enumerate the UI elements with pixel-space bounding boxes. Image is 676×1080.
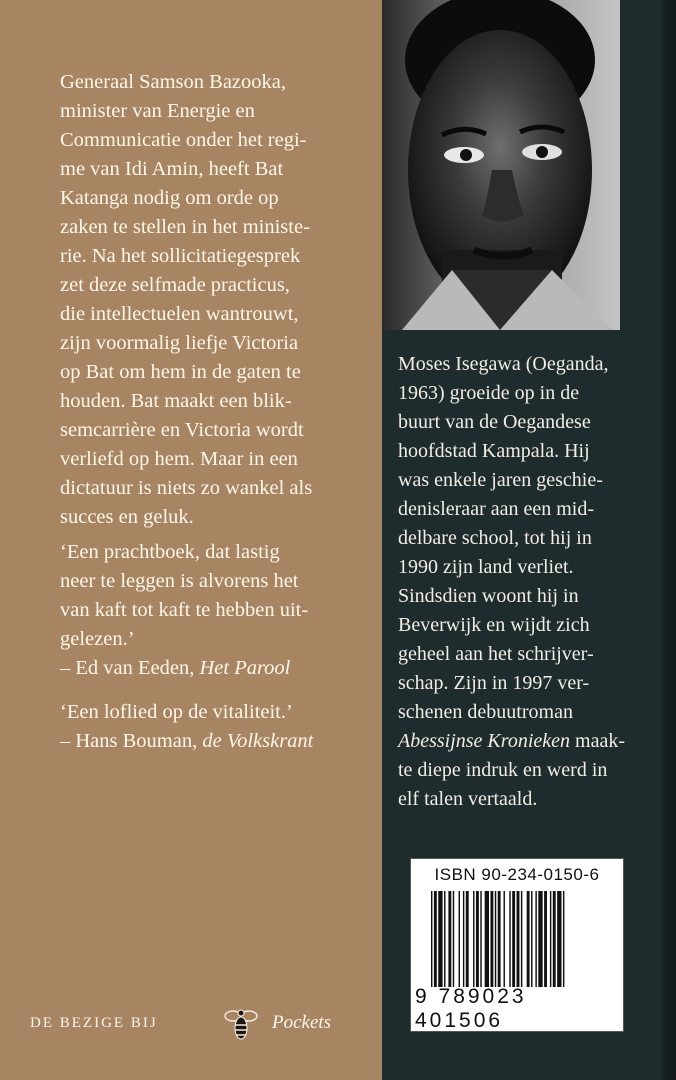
synopsis-line: semcarrière en Victoria wordt — [60, 419, 304, 441]
bio-line: te diepe indruk en werd in — [398, 759, 608, 781]
bio-line: 1963) groeide op in de — [398, 382, 580, 404]
synopsis-line: zaken te stellen in het ministe- — [60, 216, 310, 238]
bio-line: buurt van de Oegandese — [398, 411, 591, 433]
barcode-bar — [557, 891, 561, 987]
barcode-bar — [538, 891, 542, 987]
barcode-bar — [434, 891, 437, 987]
synopsis-line: Katanga nodig om orde op — [60, 187, 279, 209]
bio-line: Moses Isegawa (Oeganda, — [398, 353, 609, 375]
barcode-bar — [509, 891, 510, 987]
barcode-bar — [535, 891, 536, 987]
bee-logo-icon — [224, 1004, 258, 1042]
publisher-name: DE BEZIGE BIJ — [30, 1015, 158, 1031]
bio-line: hoofdstad Kampala. Hij — [398, 440, 590, 462]
barcode-bar — [527, 891, 530, 987]
quote-line: gelezen.’ — [60, 628, 135, 650]
barcode-bar — [563, 891, 564, 987]
barcode-bar — [512, 891, 515, 987]
series-name: Pockets — [272, 1012, 332, 1033]
barcode-bar — [480, 891, 481, 987]
barcode-bar — [431, 891, 432, 987]
barcode-bar — [521, 891, 522, 987]
synopsis-line: zet deze selfmade practicus, — [60, 274, 290, 296]
barcode-bar — [517, 891, 520, 987]
bio-line: 1990 zijn land verliet. — [398, 556, 574, 578]
bio-line-tail: maak- — [570, 730, 625, 752]
attribution-source: de Volkskrant — [202, 730, 314, 752]
quote-line: ‘Een loflied op de vitaliteit.’ — [60, 701, 293, 723]
quote-line: van kaft tot kaft te hebben uit- — [60, 599, 309, 621]
bio-line: Sindsdien woont hij in — [398, 585, 579, 607]
barcode-bar — [498, 891, 501, 987]
author-photo — [382, 0, 620, 330]
bio-line — [398, 727, 668, 756]
synopsis-line: succes en geluk. — [60, 506, 194, 528]
barcode-bar — [495, 891, 496, 987]
barcode-bar — [448, 891, 451, 987]
debut-novel-title: Abessijnse Kronieken — [398, 730, 571, 752]
barcode-bar — [453, 891, 454, 987]
quote-attribution — [60, 727, 380, 756]
barcode-bar — [504, 891, 505, 987]
synopsis-line: op Bat om hem in de gaten te — [60, 361, 301, 383]
bio-line: elf talen vertaald. — [398, 788, 538, 810]
synopsis-text — [60, 68, 360, 532]
author-bio — [398, 350, 668, 814]
quote-line: neer te leggen is alvorens het — [60, 570, 299, 592]
synopsis-line: dictatuur is niets zo wankel als — [60, 477, 313, 499]
synopsis-line: die intellectuelen wantrouwt, — [60, 303, 299, 325]
bio-line: denisleraar aan een mid- — [398, 498, 595, 520]
bio-line: Beverwijk en wijdt zich — [398, 614, 590, 636]
review-quote-volkskrant — [60, 698, 380, 756]
bio-line: geheel aan het schrijver- — [398, 643, 594, 665]
bio-line: was enkele jaren geschie- — [398, 469, 603, 491]
barcode-bar — [459, 891, 460, 987]
barcode-bar — [490, 891, 493, 987]
isbn-barcode-label — [410, 858, 624, 1032]
synopsis-line: rie. Na het sollicitatiegesprek — [60, 245, 301, 267]
synopsis-line: minister van Energie en — [60, 100, 255, 122]
synopsis-line: me van Idi Amin, heeft Bat — [60, 158, 284, 180]
review-quote-parool — [60, 538, 380, 683]
barcode-bar — [466, 891, 469, 987]
quote-attribution — [60, 654, 380, 683]
attribution-author: – Ed van Eeden, — [60, 657, 200, 679]
barcode-bar — [544, 891, 547, 987]
barcode-bar — [531, 891, 532, 987]
author-portrait-image — [382, 0, 620, 330]
synopsis-line: Generaal Samson Bazooka, — [60, 71, 286, 93]
isbn-text: ISBN 90-234-0150-6 — [434, 865, 600, 884]
barcode-bar — [444, 891, 445, 987]
barcode-digits: 9 789023 401506 — [415, 985, 527, 1032]
synopsis-line: verliefd op hem. Maar in een — [60, 448, 298, 470]
barcode-bar — [473, 891, 474, 987]
synopsis-line: Communicatie onder het regi- — [60, 129, 307, 151]
barcode-bar — [485, 891, 489, 987]
barcode-bar — [476, 891, 479, 987]
attribution-source: Het Parool — [199, 657, 291, 679]
attribution-author: – Hans Bouman, — [60, 730, 203, 752]
bio-line: delbare school, tot hij in — [398, 527, 592, 549]
quote-line: ‘Een prachtboek, dat lastig — [60, 541, 280, 563]
synopsis-line: houden. Bat maakt een blik- — [60, 390, 292, 412]
synopsis-line: zijn voormalig liefje Victoria — [60, 332, 299, 354]
barcode-bar — [550, 891, 551, 987]
bio-line: schenen debuutroman — [398, 701, 573, 723]
barcode-bar — [553, 891, 556, 987]
barcode-bar — [438, 891, 442, 987]
bio-line: schap. Zijn in 1997 ver- — [398, 672, 590, 694]
barcode-bar — [463, 891, 464, 987]
